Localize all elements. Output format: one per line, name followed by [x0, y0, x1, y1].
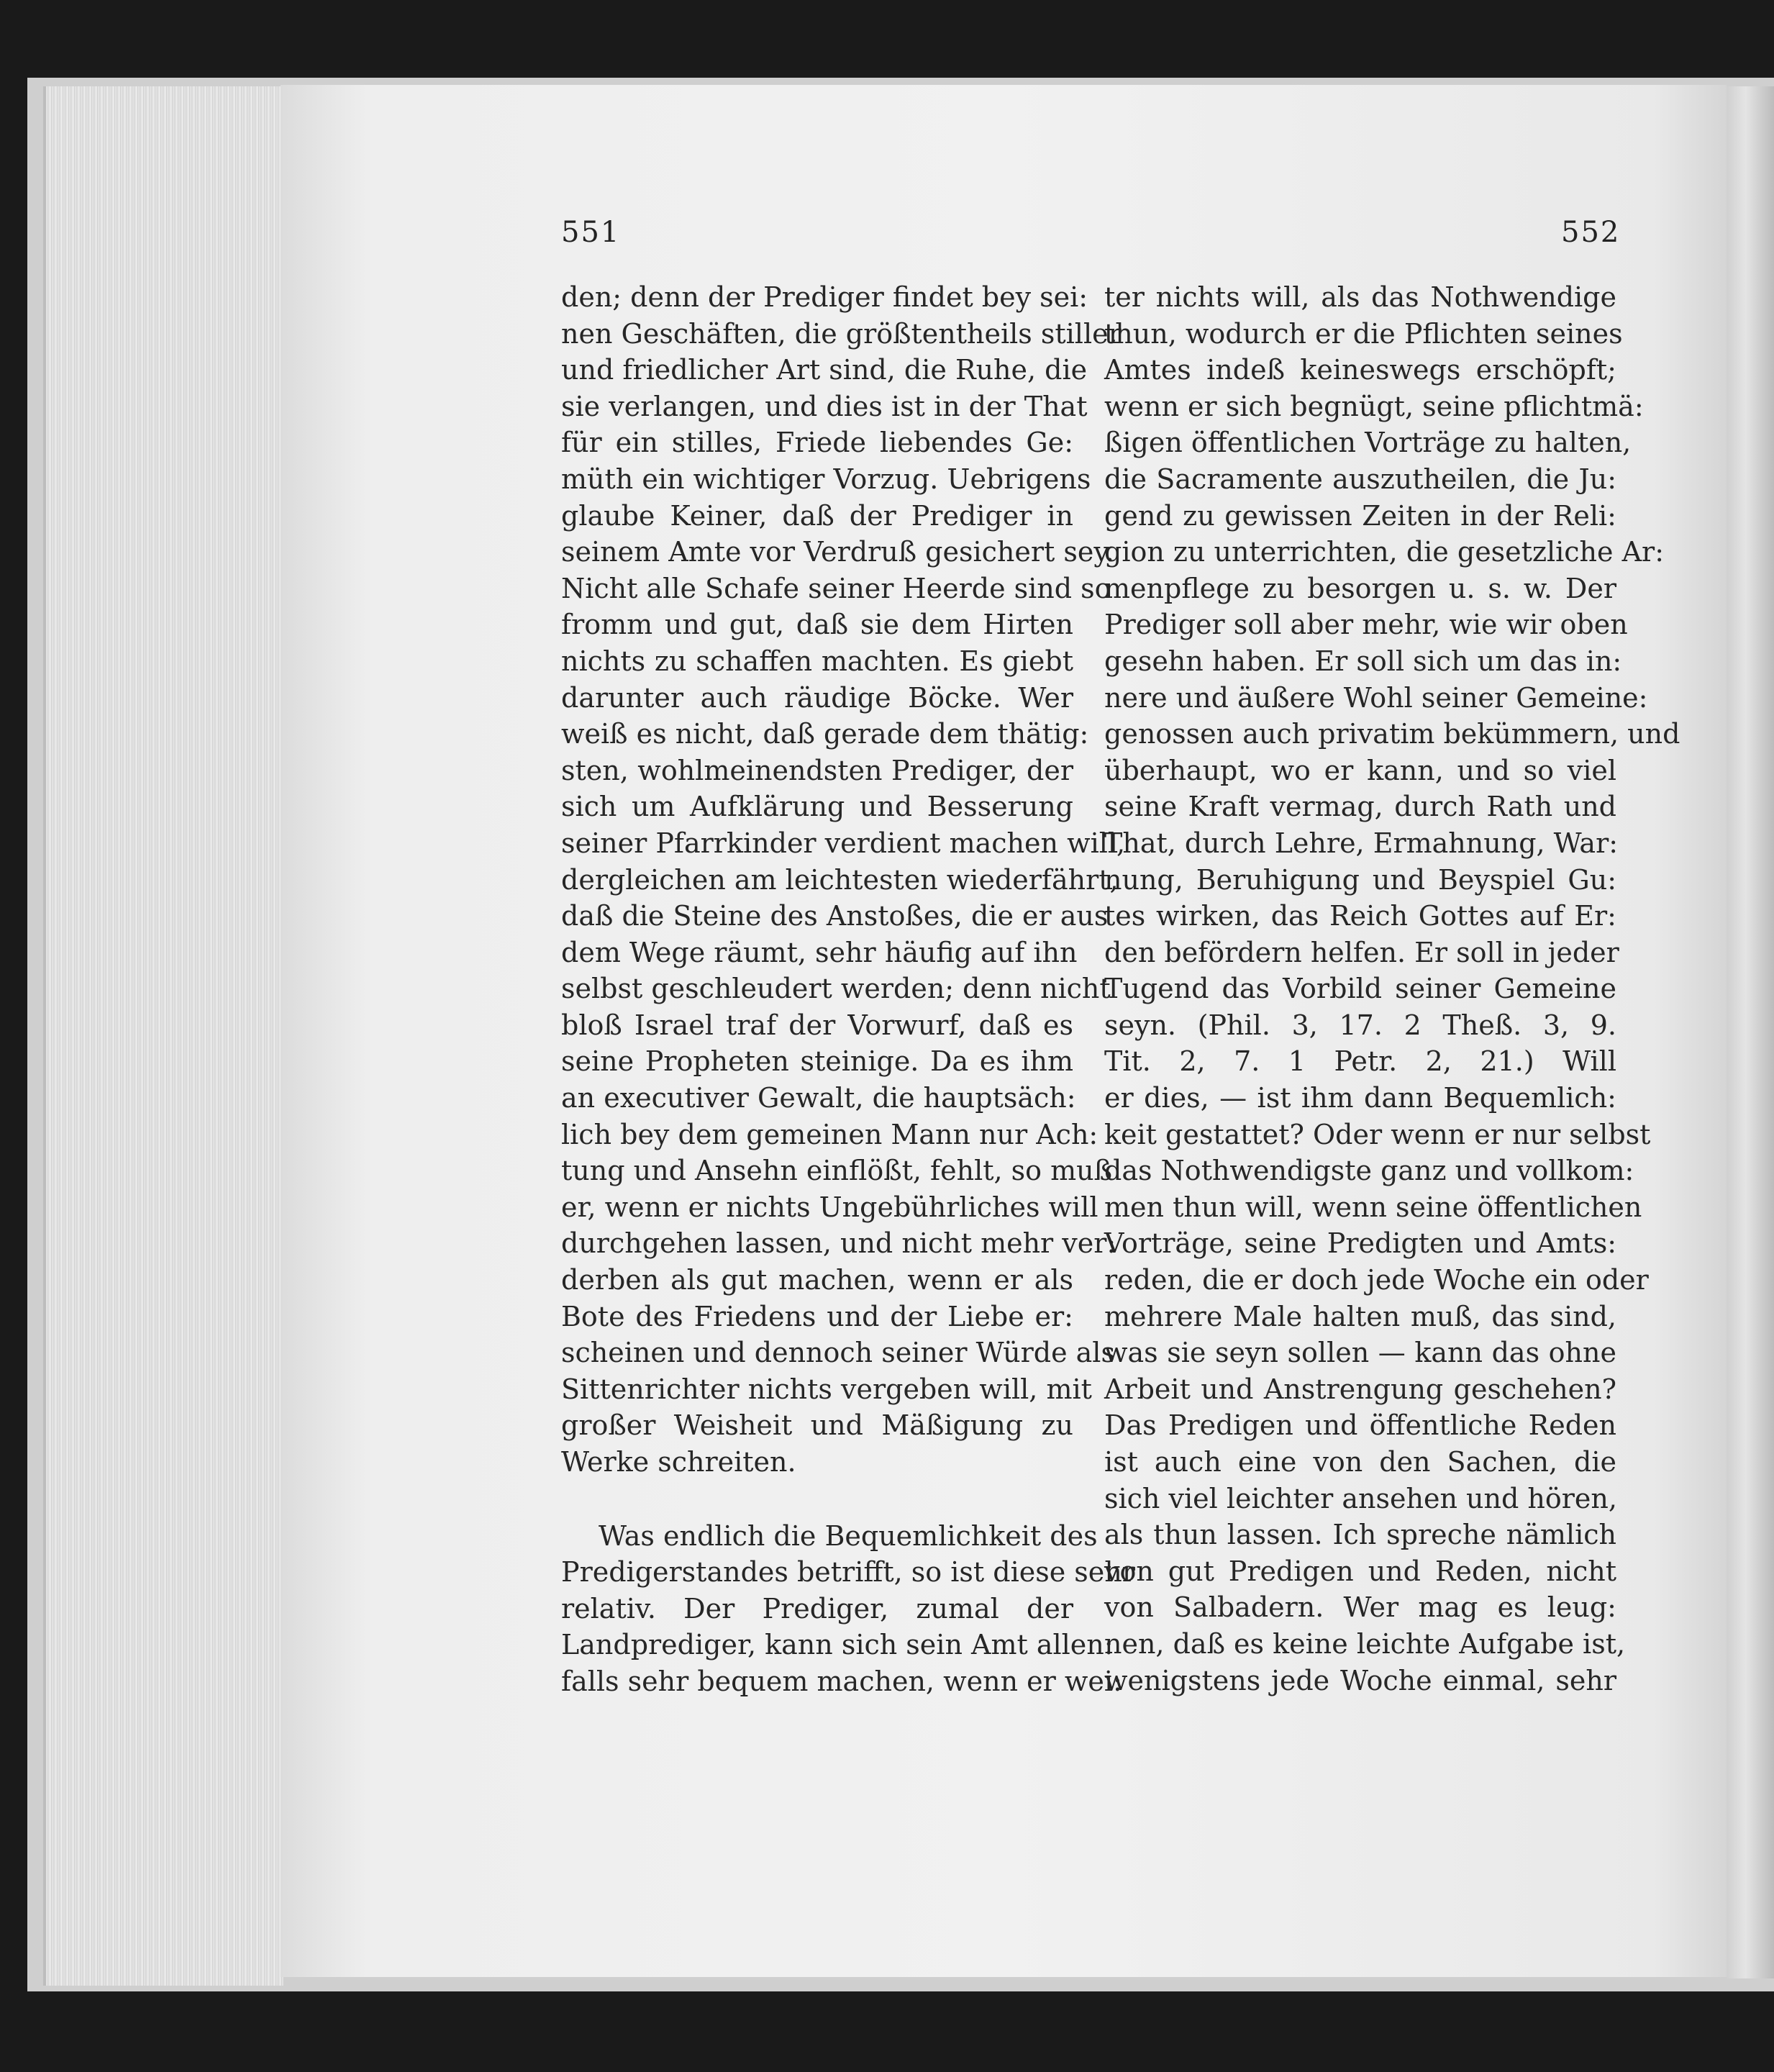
text-line: gion zu unterrichten, die gesetzliche Ar:	[1104, 536, 1664, 568]
text-line: fromm und gut, daß sie dem Hirten	[561, 609, 1073, 641]
text-line: weiß es nicht, daß gerade dem thätig:	[561, 718, 1089, 750]
text-line: darunter auch räudige Böcke. Wer	[561, 681, 1073, 714]
text-line: was sie seyn sollen — kann das ohne	[1104, 1337, 1616, 1369]
text-line: Arbeit und Anstrengung geschehen?	[1104, 1373, 1616, 1405]
text-line: Nicht alle Schafe seiner Heerde sind so	[561, 572, 1111, 604]
text-line: men thun will, wenn seine öffentlichen	[1104, 1191, 1642, 1223]
text-line: daß die Steine des Anstoßes, die er aus	[561, 900, 1109, 932]
left-text-column	[561, 279, 1135, 1700]
text-line: sten, wohlmeinendsten Prediger, der	[561, 754, 1073, 786]
text-line: menpflege zu besorgen u. s. w. Der	[1104, 572, 1616, 604]
text-line: Werke schreiten.	[561, 1446, 796, 1478]
text-line: nen Geschäften, die größtentheils stiller	[561, 317, 1122, 350]
text-line: die Sacramente auszutheilen, die Ju:	[1104, 463, 1616, 495]
text-line: nichts zu schaffen machten. Es giebt	[561, 645, 1073, 677]
text-line: nung, Beruhigung und Beyspiel Gu:	[1104, 863, 1616, 896]
text-line: derben als gut machen, wenn er als	[561, 1264, 1073, 1296]
text-line: von gut Predigen und Reden, nicht	[1104, 1555, 1616, 1587]
text-line: Predigerstandes betrifft, so ist diese sehr	[561, 1556, 1135, 1589]
text-line: und friedlicher Art sind, die Ruhe, die	[561, 354, 1088, 386]
text-line: seine Kraft vermag, durch Rath und	[1104, 791, 1616, 823]
text-line: seine Propheten steinige. Da es ihm	[561, 1045, 1073, 1078]
text-line: Amtes indeß keineswegs erschöpft;	[1104, 354, 1616, 386]
text-line: genossen auch privatim bekümmern, und	[1104, 718, 1680, 750]
text-line: tung und Ansehn einflößt, fehlt, so muß	[561, 1155, 1113, 1187]
text-line: Prediger soll aber mehr, wie wir oben	[1104, 609, 1628, 641]
text-line: dem Wege räumt, sehr häufig auf ihn	[561, 936, 1078, 968]
text-line: nen, daß es keine leichte Aufgabe ist,	[1104, 1627, 1626, 1660]
text-line: seiner Pfarrkinder verdient machen will,	[561, 827, 1126, 859]
text-line: mehrere Male halten muß, das sind,	[1104, 1300, 1616, 1332]
text-line: das Nothwendigste ganz und vollkom:	[1104, 1155, 1634, 1187]
text-line: großer Weisheit und Mäßigung zu	[561, 1409, 1073, 1442]
text-line: keit gestattet? Oder wenn er nur selbst	[1104, 1118, 1651, 1150]
text-line: ter nichts will, als das Nothwendige	[1104, 281, 1616, 313]
text-line: für ein stilles, Friede liebendes Ge:	[561, 427, 1073, 459]
text-line: den; denn der Prediger findet bey sei:	[561, 281, 1088, 313]
text-line: Das Predigen und öffentliche Reden	[1104, 1409, 1616, 1442]
text-line: glaube Keiner, daß der Prediger in	[561, 499, 1073, 532]
text-line: Vorträge, seine Predigten und Amts:	[1104, 1227, 1616, 1260]
text-line: tes wirken, das Reich Gottes auf Er:	[1104, 900, 1616, 932]
text-line: wenn er sich begnügt, seine pflichtmä:	[1104, 390, 1644, 422]
text-line: er dies, — ist ihm dann Bequemlich:	[1104, 1082, 1616, 1114]
text-line: er, wenn er nichts Ungebührliches will	[561, 1191, 1098, 1223]
text-line: sich viel leichter ansehen und hören,	[1104, 1482, 1617, 1514]
text-line: lich bey dem gemeinen Mann nur Ach:	[561, 1118, 1098, 1150]
page-number-right: 552	[1561, 216, 1621, 249]
text-line: thun, wodurch er die Pflichten seines	[1104, 317, 1623, 350]
text-line: wenigstens jede Woche einmal, sehr	[1104, 1664, 1616, 1696]
text-line: That, durch Lehre, Ermahnung, War:	[1104, 827, 1619, 859]
text-line: gend zu gewissen Zeiten in der Reli:	[1104, 499, 1616, 532]
text-line: von Salbadern. Wer mag es leug:	[1104, 1591, 1616, 1624]
text-line: Sittenrichter nichts vergeben will, mit	[561, 1373, 1092, 1405]
page-number-left: 551	[561, 216, 621, 249]
text-line: reden, die er doch jede Woche ein oder	[1104, 1264, 1649, 1296]
text-line: selbst geschleudert werden; denn nicht	[561, 973, 1111, 1005]
left-paragraph-2	[561, 1518, 1135, 1700]
text-line: Landprediger, kann sich sein Amt allen:	[561, 1629, 1114, 1661]
text-line: sich um Aufklärung und Besserung	[561, 791, 1073, 823]
text-line: relativ. Der Prediger, zumal der	[561, 1592, 1073, 1625]
text-line: Was endlich die Bequemlichkeit des	[599, 1519, 1098, 1552]
left-paragraph-1	[561, 279, 1126, 1481]
text-line: an executiver Gewalt, die hauptsäch:	[561, 1082, 1076, 1114]
text-line: sie verlangen, und dies ist in der That	[561, 390, 1088, 422]
text-line: gesehn haben. Er soll sich um das in:	[1104, 645, 1622, 677]
text-line: überhaupt, wo er kann, und so viel	[1104, 754, 1616, 786]
text-line: falls sehr bequem machen, wenn er wei:	[561, 1665, 1122, 1697]
text-line: den befördern helfen. Er soll in jeder	[1104, 936, 1619, 968]
text-line: Tit. 2, 7. 1 Petr. 2, 21.) Will	[1104, 1045, 1616, 1078]
text-line: müth ein wichtiger Vorzug. Uebrigens	[561, 463, 1091, 495]
text-line: ßigen öffentlichen Vorträge zu halten,	[1104, 427, 1632, 459]
text-line: dergleichen am leichtesten wiederfährt,	[561, 863, 1119, 896]
text-line: seyn. (Phil. 3, 17. 2 Theß. 3, 9.	[1104, 1009, 1616, 1041]
text-line: Bote des Friedens und der Liebe er:	[561, 1300, 1073, 1332]
right-text-column	[1104, 279, 1680, 1699]
text-line: Tugend das Vorbild seiner Gemeine	[1104, 973, 1616, 1005]
right-page-edge	[1727, 86, 1774, 1978]
text-line: ist auch eine von den Sachen, die	[1104, 1446, 1616, 1478]
text-line: durchgehen lassen, und nicht mehr ver:	[561, 1227, 1116, 1260]
page-edges-stack	[43, 86, 283, 1986]
paragraph-gap	[561, 1481, 1073, 1518]
text-line: seinem Amte vor Verdruß gesichert sey.	[561, 536, 1114, 568]
text-line: bloß Israel traf der Vorwurf, daß es	[561, 1009, 1073, 1041]
text-line: scheinen und dennoch seiner Würde als	[561, 1337, 1115, 1369]
right-paragraph-1	[1104, 279, 1680, 1699]
text-line: als thun lassen. Ich spreche nämlich	[1104, 1519, 1616, 1551]
text-line: nere und äußere Wohl seiner Gemeine:	[1104, 681, 1648, 714]
